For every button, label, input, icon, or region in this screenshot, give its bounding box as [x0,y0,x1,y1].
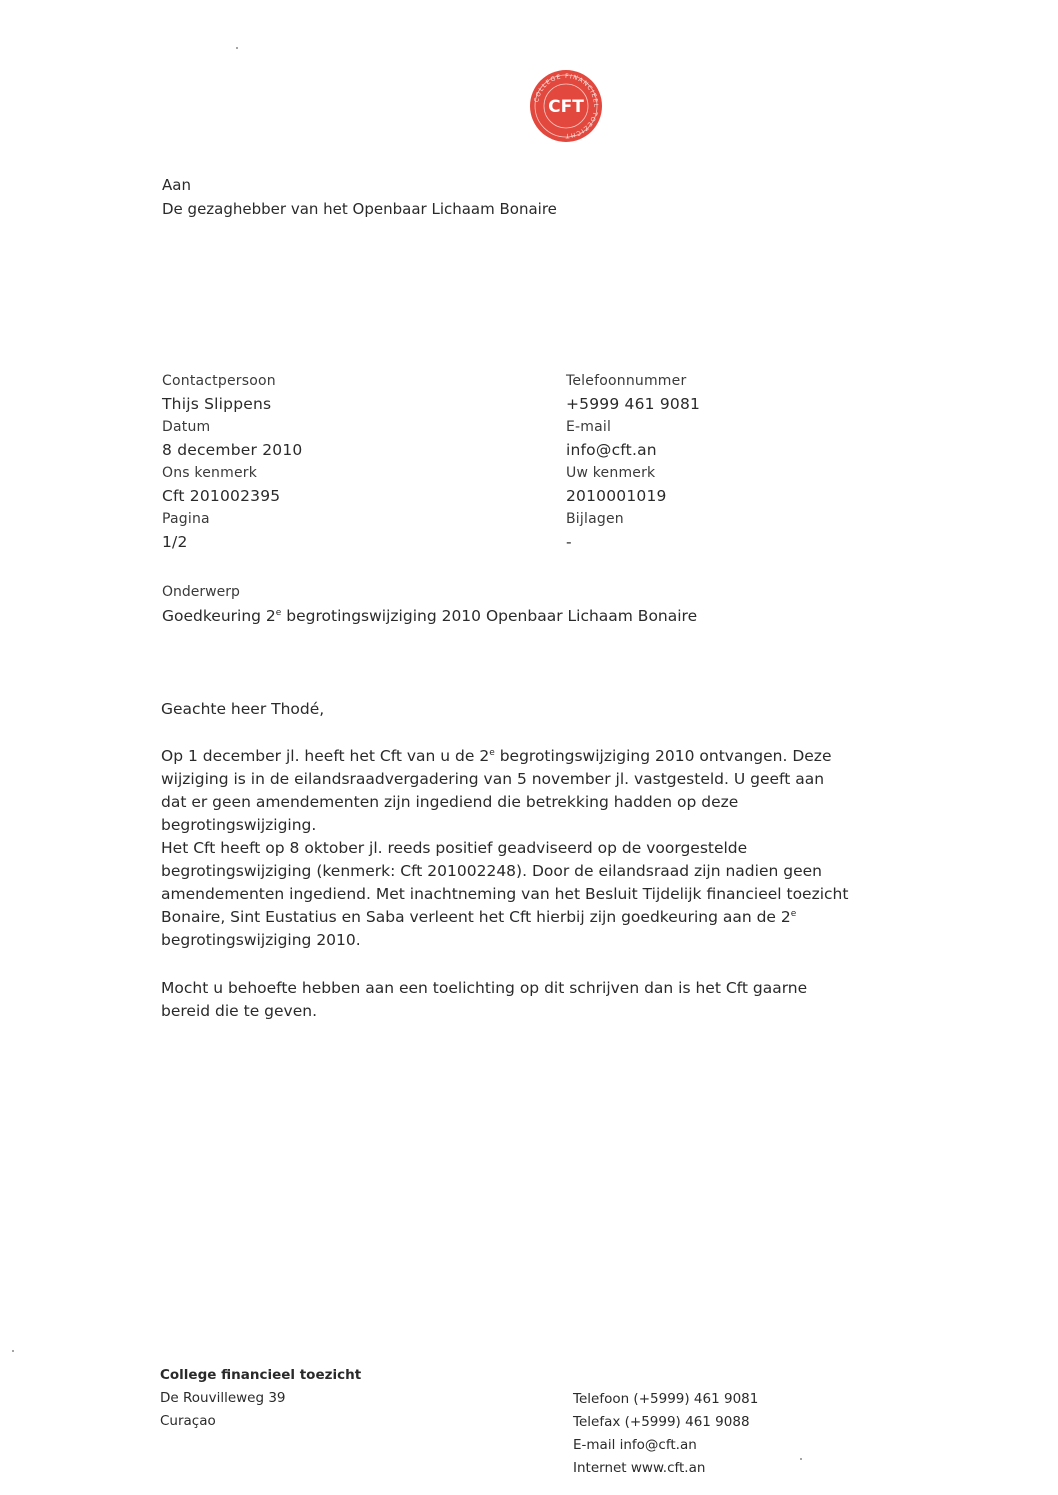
paragraph-line: Het Cft heeft op 8 oktober jl. reeds positief geadviseerd op de voorgestelde [161,839,748,857]
footer-org-name: College financieel toezicht [160,1367,362,1383]
meta-value: 2010001019 [566,487,667,505]
salutation: Geachte heer Thodé, [161,700,325,718]
paragraph-line: bereid die te geven. [161,1002,317,1020]
paragraph-line: Mocht u behoefte hebben aan een toelichting op dit schrijven dan is het Cft gaarne [161,979,808,997]
text-run: Bonaire, Sint Eustatius en Saba verleent het Cft hierbij zijn goedkeuring aan de 2 [161,908,791,926]
paragraph-line: begrotingswijziging 2010. [161,931,361,949]
meta-attachments [566,508,700,554]
meta-email [566,416,700,462]
meta-value: Thijs Slippens [162,395,272,413]
footer-internet: Internet www.cft.an [573,1460,706,1476]
meta-label: E-mail [566,419,612,435]
meta-date [162,416,302,462]
paragraph-1 [161,745,871,837]
meta-value: 8 december 2010 [162,441,303,459]
footer-contact [573,1388,758,1480]
addressee-label: Aan [162,176,191,194]
superscript: e [790,909,797,919]
meta-label: Contactpersoon [162,373,276,389]
addressee-block [162,173,557,221]
addressee-name: De gezaghebber van het Openbaar Lichaam Bonaire [162,200,557,218]
meta-value: info@cft.an [566,441,657,459]
superscript: e [489,748,495,758]
meta-label: Bijlagen [566,511,624,527]
subject-block [162,580,697,628]
meta-your-ref [566,462,700,508]
meta-value: +5999 461 9081 [566,395,701,413]
subject-text-end: begrotingswijziging 2010 Openbaar Lichaam Bonaire [281,607,698,625]
scan-speck [236,47,238,49]
text-run: begrotingswijziging 2010 ontvangen. Deze [494,747,832,765]
meta-value: - [566,533,572,551]
svg-text:COLLEGE FINANCIEEL TOEZICHT: COLLEGE FINANCIEEL TOEZICHT [533,72,600,140]
footer-fax: Telefax (+5999) 461 9088 [573,1414,750,1430]
subject-value [162,604,697,628]
text-run: Op 1 december jl. heeft het Cft van u de 2 [161,747,490,765]
scan-speck [12,1350,14,1352]
paragraph-line [161,745,871,768]
meta-label: Uw kenmerk [566,465,656,481]
meta-label: Ons kenmerk [162,465,258,481]
svg-text:CFT: CFT [548,97,584,117]
paragraph-2 [161,837,871,952]
paragraph-3 [161,977,871,1023]
meta-value: 1/2 [162,533,188,551]
meta-left-column [162,370,302,554]
meta-right-column [566,370,700,554]
meta-label: Pagina [162,511,210,527]
paragraph-line: dat er geen amendementen zijn ingediend die betrekking hadden op deze [161,793,739,811]
paragraph-line: wijziging is in de eilandsraadvergadering van 5 november jl. vastgesteld. U geeft aan [161,770,825,788]
meta-value: Cft 201002395 [162,487,281,505]
footer-email: E-mail info@cft.an [573,1437,697,1453]
paragraph-line: begrotingswijziging. [161,816,317,834]
meta-phone [566,370,700,416]
footer-address [160,1364,361,1433]
subject-text-start: Goedkeuring 2 [162,607,276,625]
subject-superscript: e [275,608,282,618]
footer-phone: Telefoon (+5999) 461 9081 [573,1391,759,1407]
scan-speck [800,1458,802,1460]
paragraph-line: amendementen ingediend. Met inachtneming van het Besluit Tijdelijk financieel toezicht [161,885,849,903]
meta-our-ref [162,462,302,508]
paragraph-line [161,906,871,929]
footer-street: De Rouvilleweg 39 [160,1390,286,1406]
meta-label: Datum [162,419,211,435]
paragraph-line: begrotingswijziging (kenmerk: Cft 201002248). Door de eilandsraad zijn nadien geen [161,862,822,880]
subject-label: Onderwerp [162,584,240,600]
meta-label: Telefoonnummer [566,373,687,389]
footer-city: Curaçao [160,1413,216,1429]
meta-contact [162,370,302,416]
meta-page [162,508,302,554]
cft-logo-seal [528,68,604,144]
